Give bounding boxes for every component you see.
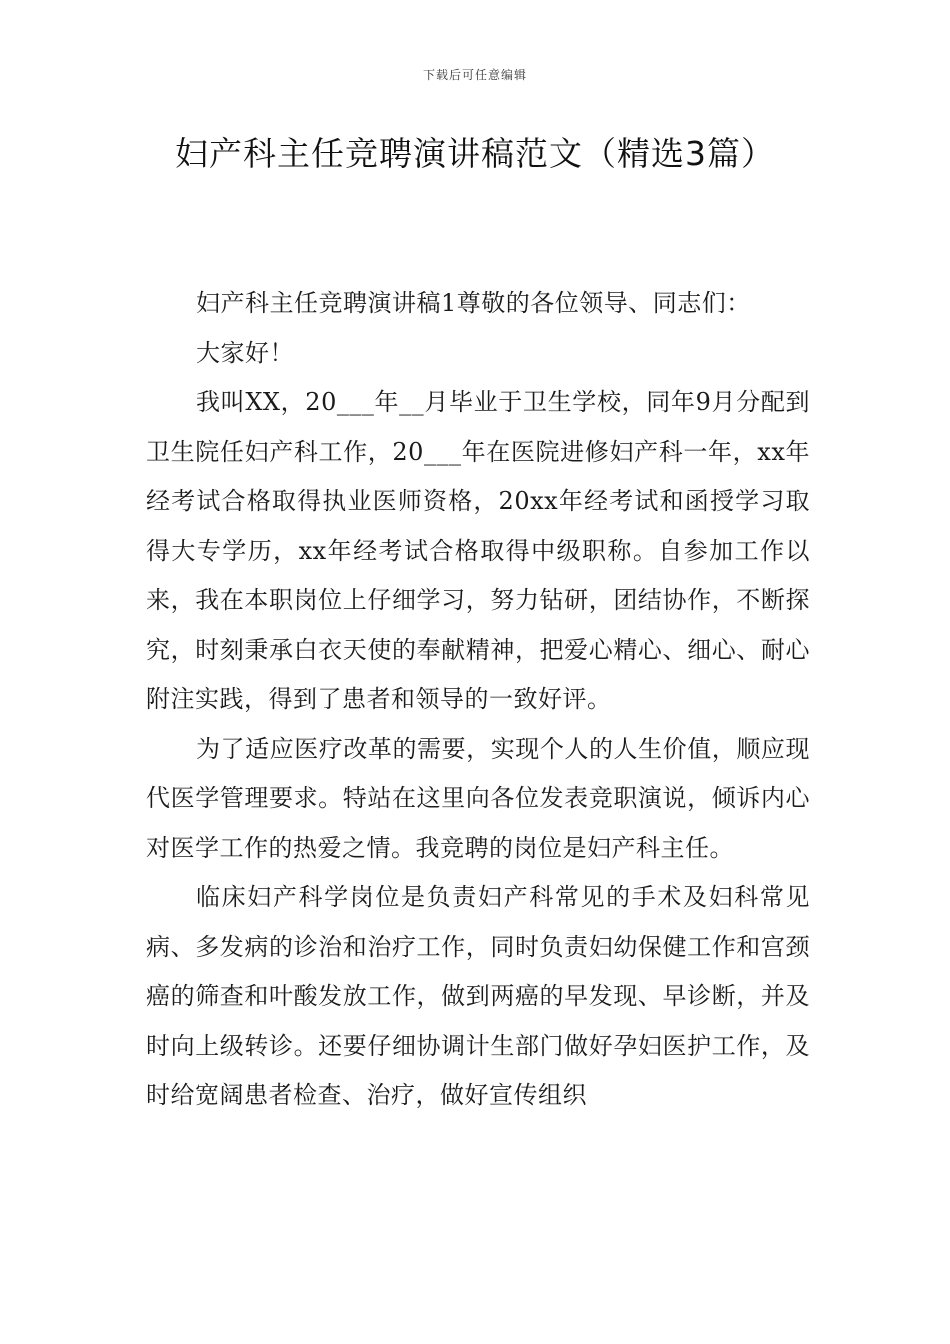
- paragraph-position-duties: 临床妇产科学岗位是负责妇产科常见的手术及妇科常见病、多发病的诊治和治疗工作，同时负责妇幼保健工作和宫颈癌的筛查和叶酸发放工作，做到两癌的早发现、早诊断，并及时向上级转诊。还要仔细协调计生部门做好孕妇医护工作，及时给宽阔患者检查、治疗，做好宣传组织: [146, 883, 810, 1109]
- paragraph-greeting-line: 妇产科主任竞聘演讲稿1尊敬的各位领导、同志们：: [196, 289, 751, 317]
- document-body: [146, 279, 810, 1121]
- paragraph-self-introduction: 我叫XX，20___年__月毕业于卫生学校，同年9月分配到卫生院任妇产科工作，20___年在医院进修妇产科一年，xx年经考试合格取得执业医师资格，20xx年经考试和函授学习取得大专学历，xx年经考试合格取得中级职称。自参加工作以来，我在本职岗位上仔细学习，努力钻研，团结协作，不断探究，时刻秉承白衣天使的奉献精神，把爱心精心、细心、耐心附注实践，得到了患者和领导的一致好评。: [146, 388, 810, 713]
- header-note: 下载后可任意编辑: [422, 68, 527, 82]
- paragraph-motivation: 为了适应医疗改革的需要，实现个人的人生价值，顺应现代医学管理要求。特站在这里向各位发表竞职演说，倾诉内心对医学工作的热爱之情。我竞聘的岗位是妇产科主任。: [146, 734, 810, 862]
- document-title: 妇产科主任竞聘演讲稿范文（精选3篇）: [175, 134, 775, 173]
- paragraph-hello: 大家好！: [196, 338, 294, 367]
